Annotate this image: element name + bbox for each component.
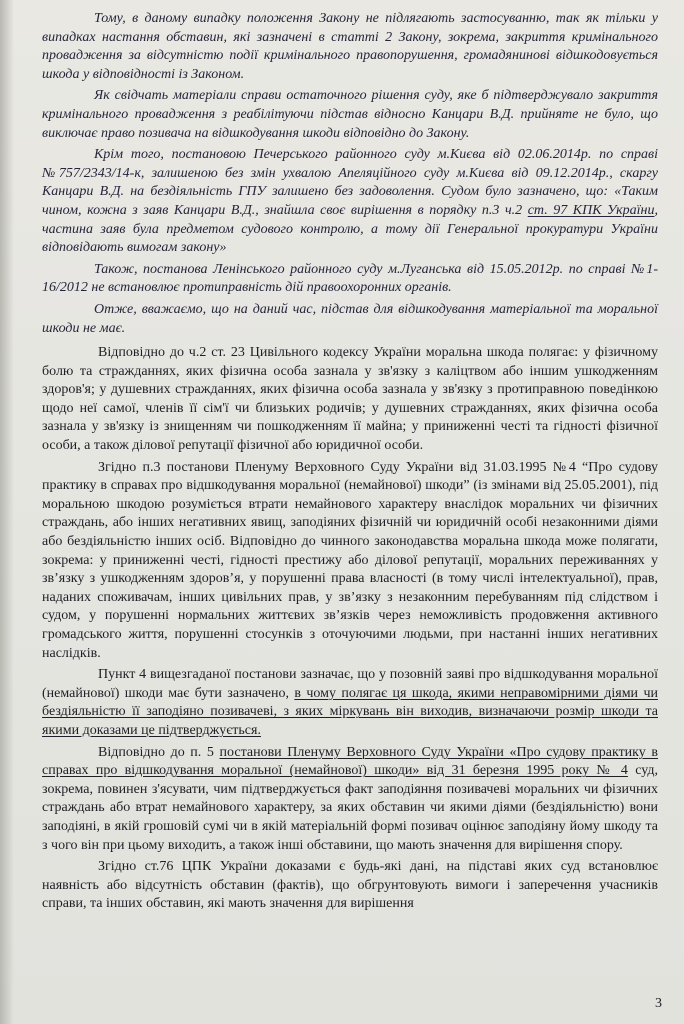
- paragraph-3-underlined: ст. 97 КПК України: [527, 202, 655, 218]
- paragraph-2: Як свідчать матеріали справи остаточного рішення суду, яке б підтверджувало закриття кримінального провадження з реабілітуючи підстав відносно Канцари В.Д. прийняте не було, що виключає право позивача на відшкодування шкоди відповідно до Закону.: [42, 88, 658, 141]
- paragraph-8-underlined: в чому полягає ця шкода, якими неправомірними діями чи бездіяльністю її заподіяно позивачеві, з яких міркувань він виходив, визначаючи розмір шкоди та якими доказами це підтверджується.: [42, 685, 658, 738]
- paragraph-6: Відповідно до ч.2 ст. 23 Цивільного кодексу України моральна шкода полягає: у фізичному болю та стражданнях, яких фізична особа зазнала у зв'язку з каліцтвом або іншим ушкодженням здоров'я; у душевних стражданнях, яких фізична особа зазнала у зв'язку з протиправною поведінкою щодо неї самої, членів її сім'ї чи близьких родичів; у душевних стражданнях, яких фізична особа зазнала у зв'язку із знищенням чи пошкодженням її майна; у приниженні честі та гідності фізичної особи, а також ділової репутації фізичної або юридичної особи.: [42, 345, 658, 454]
- paragraph-9: [42, 744, 658, 856]
- paragraph-8-text: Пункт 4 вищезгаданої постанови зазначає, що у позовній заяві про відшкодування моральної (немайнової) шкоди має бути зазначено,: [42, 667, 658, 701]
- paragraph-10: Згідно ст.76 ЦПК України доказами є будь-які дані, на підставі яких суд встановлює наявність або відсутність обставин (фактів), що обгрунтовують вимоги і заперечення учасників справи, та інших обставин, які мають значення для вирішення: [42, 859, 658, 912]
- paragraph-4: Також, постанова Ленінського районного суду м.Луганська від 15.05.2012р. по справі №1-16/2012 не встановлює протиправність дій правоохоронних органів.: [42, 261, 658, 296]
- paragraph-3: Крім того, постановою Печерського районного суду м.Києва від 02.06.2014р. по справі №757/2343/14-к, залишеною без змін ухвалою Апеляційного суду м.Києва від 09.12.2014р., скаргу Канцари В.Д. на бездіяльність ГПУ залишено без задоволення. Судом було зазначено, що: «Таким чином, кожна з заяв Канцари В.Д., знайшла своє вирішення в порядку п.3 ч.2 ст. 97 КПК України, частина заяв була предметом судового контролю, а тому дії Генеральної прокуратури України відповідають вимогам закону»: [42, 147, 659, 256]
- paragraph-9-pre: Відповідно до п. 5: [98, 744, 220, 760]
- paragraph-9-underlined: постанови Пленуму Верховного Суду України «Про судову практику в справах про відшкодування моральної (немайнової) шкоди» від 31 березня 1995 року № 4: [42, 744, 658, 779]
- paragraph-9-text: суд, зокрема, повинен з'ясувати, чим підтверджується факт заподіяння позивачеві моральних чи фізичних страждань або втрат немайнового характеру, за яких обставин чи якими діями (бездіяльністю) вони заподіяні, в якій грошовій сумі чи в якій матеріальній формі позивач оцінює заподіяну йому шкоду та з чого він при цьому виходить, а також інші обставини, що мають значення для вирішення спору.: [42, 763, 658, 853]
- paragraph-1: Тому, в даному випадку положення Закону не підлягають застосуванню, так як тільки у випадках настання обставин, які зазначені в статті 2 Закону, зокрема, закриття кримінального провадження за відсутністю події кримінального правопорушення, громадянинові відшкодовується шкода у відповідності із Законом.: [42, 11, 658, 82]
- paragraph-5: Отже, вважаємо, що на даний час, підстав для відшкодування матеріальної та моральної шкоди не має.: [42, 301, 658, 336]
- page-number: 3: [655, 996, 662, 1011]
- paragraph-7: Згідно п.3 постанови Пленуму Верховного Суду України від 31.03.1995 №4 “Про судову практику в справах про відшкодування моральної (немайнової) шкоди” (із змінами від 25.05.2001), під моральною шкодою розуміється втрати немайнового характеру внаслідок моральних чи фізичних страждань, або інших негативних явищ, заподіяних фізичній чи юридичній особі незаконними діями або бездіяльністю інших осіб. Відповідно до чинного законодавства моральна шкода може полягати, зокрема: у приниженні честі, гідності престижу або ділової репутації, моральних переживаннях у зв’язку з ушкодженням здоров’я, у порушенні права власності (в тому числі інтелектуальної), прав, наданих споживачам, інших цивільних прав, у зв’язку з незаконним перебуванням під слідством і судом, у порушенні нормальних життєвих зв’язків через неможливість продовження активного громадського життя, порушенні стосунків з оточуючими людьми, при настанні інших негативних наслідків.: [42, 459, 658, 661]
- paragraph-8: [42, 666, 658, 740]
